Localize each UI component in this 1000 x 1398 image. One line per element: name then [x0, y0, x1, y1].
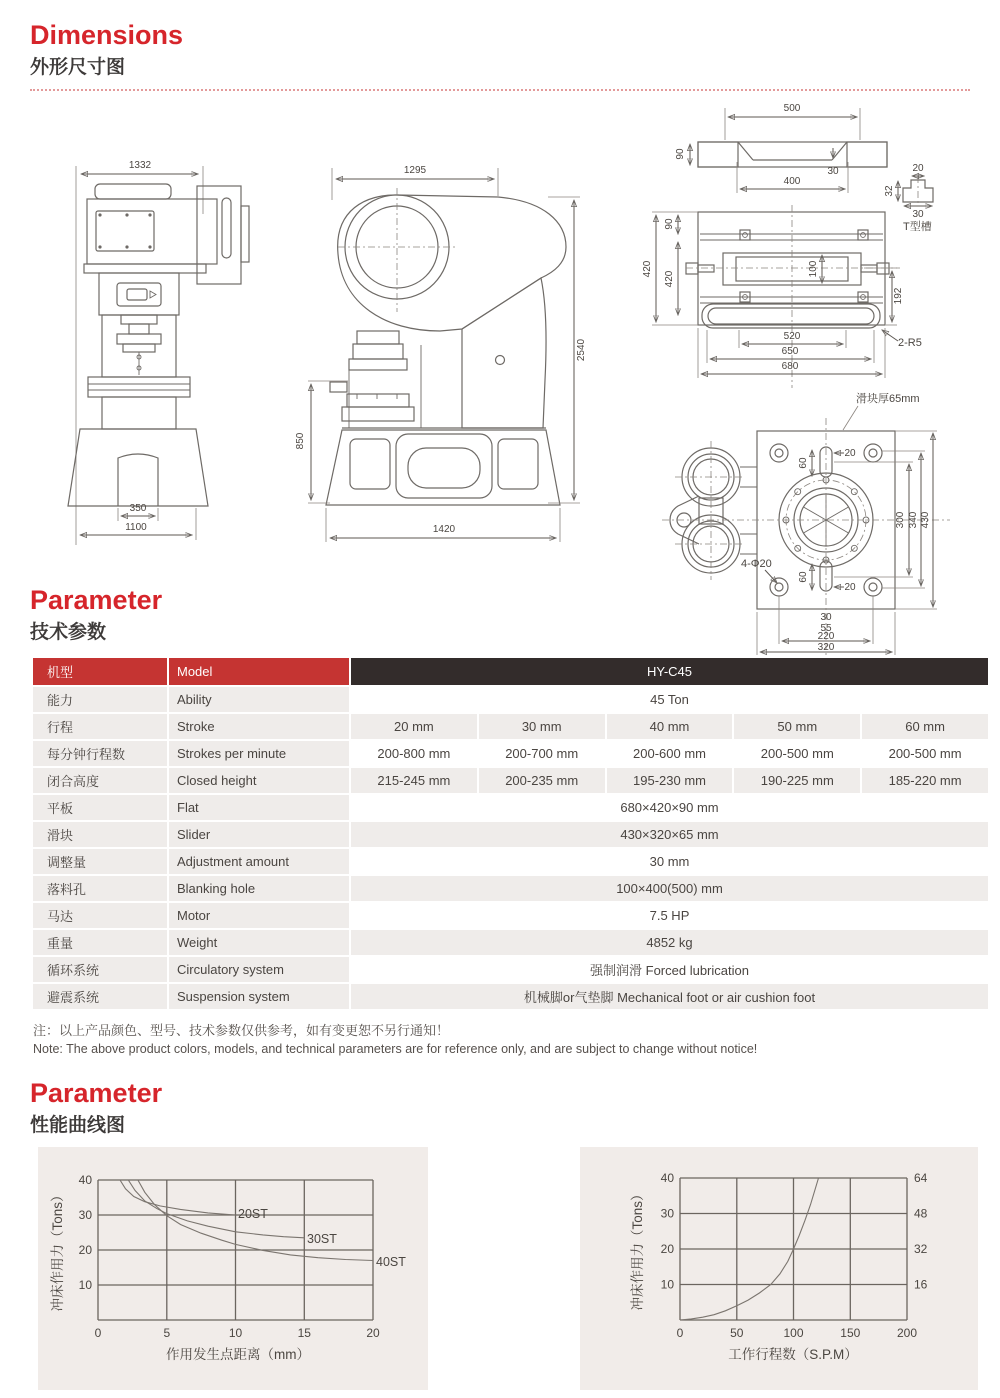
row-value: 200-235 mm	[479, 768, 605, 793]
row-value: 50 mm	[734, 714, 860, 739]
slider-holes-note: 4-Φ20	[741, 558, 772, 570]
y-tick: 30	[660, 1206, 674, 1221]
table-row	[33, 984, 988, 1009]
row-value: 强制润滑 Forced lubrication	[351, 957, 988, 982]
notes	[33, 1020, 963, 1056]
parameter-title: Parameter	[30, 585, 163, 615]
y-tick: 30	[78, 1208, 92, 1222]
curve-30st	[128, 1180, 304, 1238]
row-label-cn: 调整量	[33, 849, 167, 874]
row-value: 215-245 mm	[351, 768, 477, 793]
note-cn: 注：以上产品颜色、型号、技术参数仅供参考，如有变更恕不另行通知！	[33, 1023, 450, 1038]
x-axis-label: 工作行程数（S.P.M）	[728, 1347, 858, 1362]
plan-dim-left-mid: 420	[664, 270, 675, 288]
section-dim-thickness: 90	[675, 148, 686, 160]
x-tick: 50	[730, 1326, 744, 1340]
row-value: 185-220 mm	[862, 768, 988, 793]
x-tick: 5	[163, 1326, 171, 1340]
row-label-cn: 滑块	[33, 822, 167, 847]
row-label-cn: 能力	[33, 687, 167, 712]
section-dim-bottom: 400	[783, 176, 801, 187]
side-view-drawing	[295, 165, 587, 542]
slider-dim-r1: 300	[895, 511, 906, 529]
front-dim-slot: 350	[129, 503, 147, 514]
row-value: 190-225 mm	[734, 768, 860, 793]
row-label-en: Closed height	[169, 768, 349, 793]
row-value: 45 Ton	[351, 687, 988, 712]
x-tick: 200	[896, 1326, 918, 1340]
slider-dim-top-60: 60	[798, 457, 809, 469]
row-label-cn: 平板	[33, 795, 167, 820]
y-tick: 40	[660, 1171, 674, 1185]
row-value: 200-800 mm	[351, 741, 477, 766]
table-row	[33, 876, 988, 901]
y2-tick: 16	[914, 1277, 928, 1292]
row-label-en: Circulatory system	[169, 957, 349, 982]
row-value: 200-500 mm	[734, 741, 860, 766]
header-label-cn: 机型	[33, 658, 167, 685]
row-label-cn: 循环系统	[33, 957, 167, 982]
x-tick: 0	[94, 1326, 102, 1340]
curve-label-40st: 40ST	[376, 1255, 406, 1269]
row-label-en: Suspension system	[169, 984, 349, 1009]
x-tick: 20	[366, 1326, 380, 1340]
x-tick: 0	[676, 1326, 684, 1340]
row-value: 680×420×90 mm	[351, 795, 988, 820]
side-dim-base: 1420	[432, 524, 456, 535]
row-value: 机械脚or气垫脚 Mechanical foot or air cushion foot	[351, 984, 988, 1009]
side-dim-height: 2540	[576, 338, 587, 362]
plan-dim-left-total: 420	[642, 260, 653, 278]
row-label-en: Motor	[169, 903, 349, 928]
y-tick: 10	[660, 1277, 674, 1292]
y2-tick: 48	[914, 1206, 928, 1221]
slider-dim-s55: 55	[820, 623, 832, 634]
slider-plan-drawing	[662, 391, 950, 656]
row-value: 430×320×65 mm	[351, 822, 988, 847]
section-dim-step: 30	[827, 166, 839, 177]
table-header-row	[33, 658, 988, 685]
header-label-en: Model	[169, 658, 349, 685]
slider-dim-s220: 220	[817, 631, 835, 642]
tslot-label: T型槽	[903, 221, 932, 233]
row-label-cn: 落料孔	[33, 876, 167, 901]
front-view-drawing	[68, 160, 249, 545]
slider-dim-bot-60: 60	[798, 571, 809, 583]
spec-table	[33, 658, 988, 1009]
side-dim-top: 1295	[403, 165, 427, 176]
dimensions-title: Dimensions	[30, 20, 184, 50]
row-value: 4852 kg	[351, 930, 988, 955]
y-tick: 20	[78, 1243, 92, 1257]
x-tick: 100	[783, 1326, 804, 1340]
bolster-plan-drawing	[642, 205, 922, 388]
slider-dim-r2: 340	[908, 511, 919, 529]
table-row	[33, 687, 988, 712]
parameter-subtitle: 技术参数	[30, 622, 107, 643]
row-value: 30 mm	[351, 849, 988, 874]
y2-tick: 32	[914, 1242, 928, 1256]
curve-label-20st: 20ST	[238, 1207, 268, 1221]
row-value: 40 mm	[607, 714, 733, 739]
row-label-en: Weight	[169, 930, 349, 955]
tslot-dim-bottom: 30	[912, 209, 924, 220]
section-dim-top: 500	[783, 103, 801, 114]
table-row	[33, 741, 988, 766]
slider-dim-s320: 320	[817, 642, 835, 653]
curve-label-30st: 30ST	[307, 1232, 337, 1246]
y-axis-label: 冲床作用力（Tons）	[630, 1187, 645, 1311]
front-dim-base: 1100	[125, 522, 147, 533]
table-row	[33, 849, 988, 874]
row-value: 100×400(500) mm	[351, 876, 988, 901]
force-distance-chart-panel	[38, 1147, 428, 1390]
row-value: 60 mm	[862, 714, 988, 739]
note-en: Note: The above product colors, models, and technical parameters are for reference only, and are subject to change without notice!	[33, 1042, 758, 1056]
row-label-cn: 马达	[33, 903, 167, 928]
row-value: 20 mm	[351, 714, 477, 739]
table-row	[33, 822, 988, 847]
model-value: HY-C45	[351, 658, 988, 685]
x-tick: 150	[840, 1326, 861, 1340]
row-label-en: Slider	[169, 822, 349, 847]
force-distance-chart	[38, 1147, 428, 1390]
row-label-en: Adjustment amount	[169, 849, 349, 874]
row-label-cn: 闭合高度	[33, 768, 167, 793]
row-value: 200-700 mm	[479, 741, 605, 766]
slider-label: 滑块厚65mm	[856, 393, 920, 405]
dimension-drawings	[0, 0, 1000, 660]
table-row	[33, 903, 988, 928]
row-label-en: Stroke	[169, 714, 349, 739]
slider-dim-top-20: 20	[844, 448, 856, 459]
slider-dim-r3: 430	[920, 511, 931, 529]
row-label-en: Blanking hole	[169, 876, 349, 901]
slider-dim-bot-20: 20	[844, 582, 856, 593]
row-label-en: Flat	[169, 795, 349, 820]
y2-tick: 64	[914, 1171, 928, 1185]
bolster-section-drawing	[675, 103, 933, 233]
side-dim-left: 850	[295, 432, 306, 450]
row-label-en: Strokes per minute	[169, 741, 349, 766]
slider-dim-s30: 30	[820, 612, 832, 623]
table-row	[33, 795, 988, 820]
force-spm-chart	[580, 1147, 978, 1390]
front-dim-top: 1332	[128, 160, 152, 171]
row-label-cn: 重量	[33, 930, 167, 955]
row-label-cn: 每分钟行程数	[33, 741, 167, 766]
tslot-dim-side: 32	[884, 185, 895, 197]
curve-20st	[120, 1180, 236, 1215]
plan-dim-left-edge: 90	[664, 218, 675, 230]
y-axis-label: 冲床作用力（Tons）	[50, 1188, 65, 1312]
x-tick: 10	[228, 1326, 243, 1340]
row-value: 30 mm	[479, 714, 605, 739]
curves-subtitle: 性能曲线图	[30, 1115, 126, 1136]
plan-dim-right: 192	[893, 287, 904, 305]
y-tick: 10	[78, 1278, 92, 1292]
plan-dim-b1: 520	[783, 331, 801, 342]
curves-title: Parameter	[30, 1078, 163, 1108]
table-row	[33, 714, 988, 739]
plan-dim-center: 100	[808, 260, 819, 278]
x-tick: 15	[297, 1326, 311, 1340]
y-tick: 40	[78, 1173, 92, 1187]
x-axis-label: 作用发生点距离（mm）	[166, 1347, 310, 1362]
row-value: 7.5 HP	[351, 903, 988, 928]
plan-radius-note: 2-R5	[898, 337, 922, 349]
y-tick: 20	[660, 1242, 674, 1256]
row-label-cn: 避震系统	[33, 984, 167, 1009]
row-value: 200-500 mm	[862, 741, 988, 766]
row-label-en: Ability	[169, 687, 349, 712]
force-spm-chart-panel	[580, 1147, 978, 1390]
table-row	[33, 768, 988, 793]
table-row	[33, 930, 988, 955]
dimensions-subtitle: 外形尺寸图	[30, 57, 126, 78]
row-value: 200-600 mm	[607, 741, 733, 766]
plan-dim-b3: 680	[781, 361, 799, 372]
row-value: 195-230 mm	[607, 768, 733, 793]
plan-dim-b2: 650	[781, 346, 799, 357]
table-row	[33, 957, 988, 982]
row-label-cn: 行程	[33, 714, 167, 739]
tslot-dim-top: 20	[912, 163, 924, 174]
